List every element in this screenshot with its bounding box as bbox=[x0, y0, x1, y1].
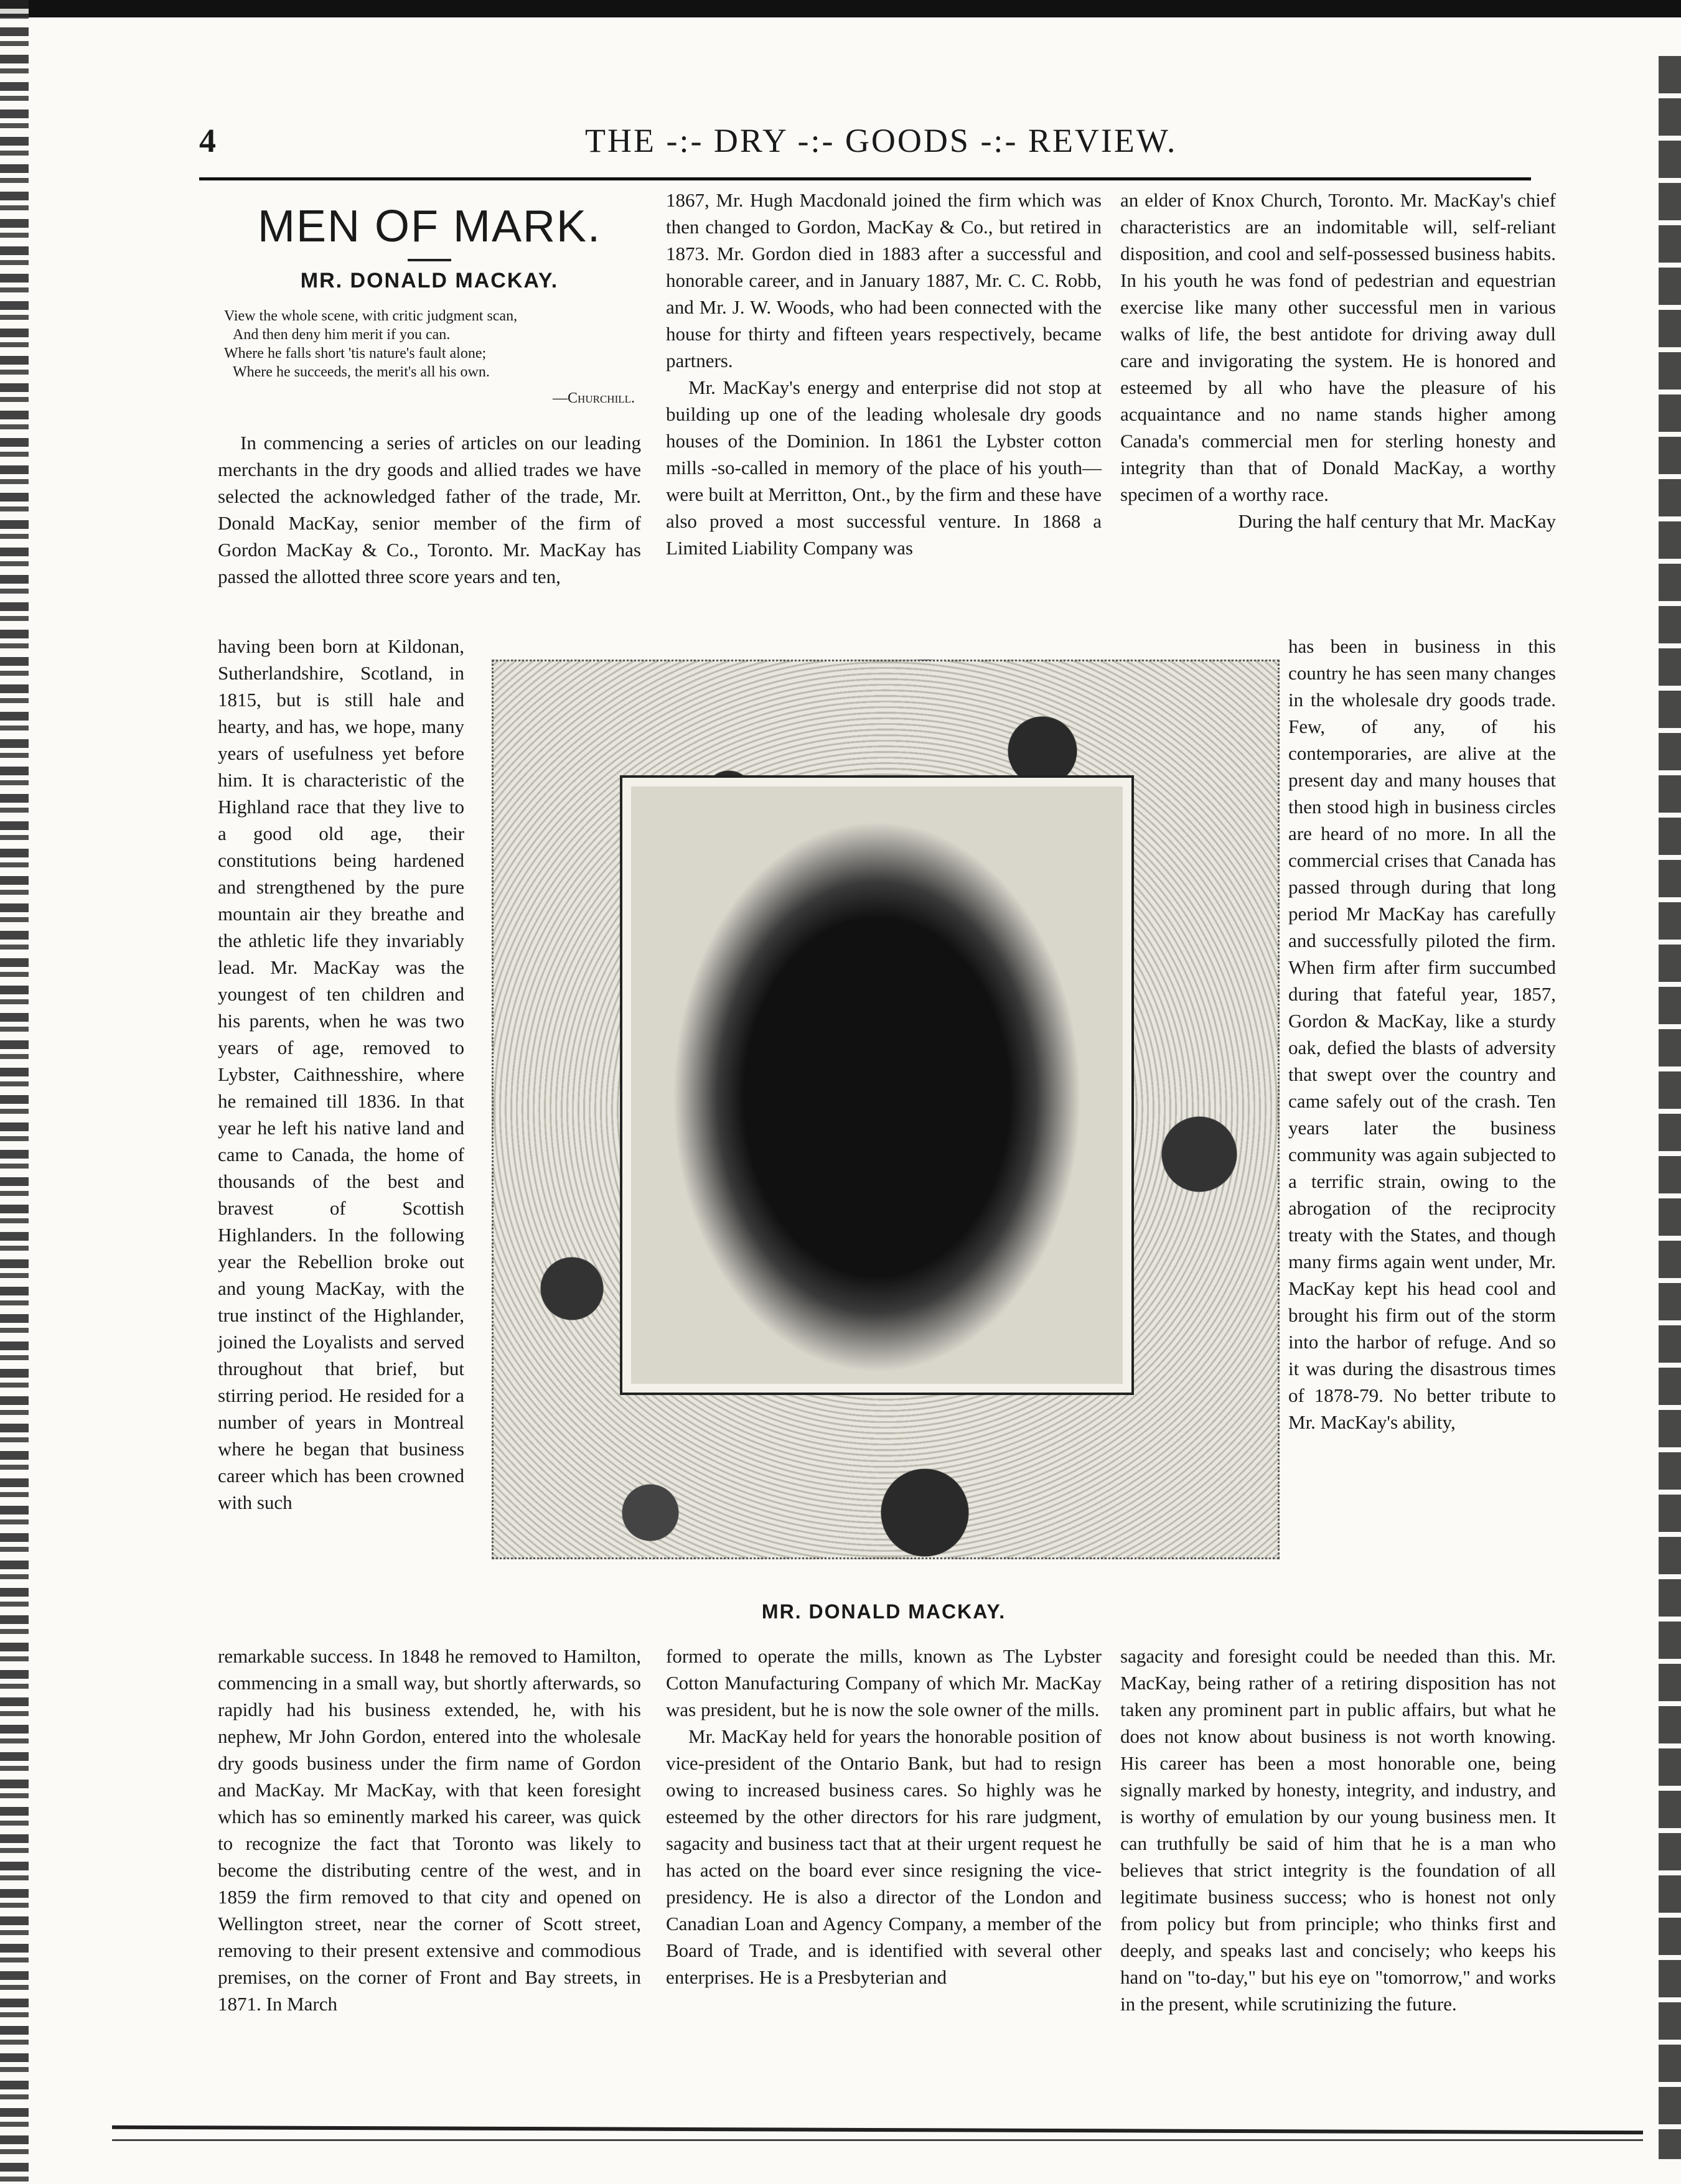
column-1-top bbox=[218, 187, 641, 590]
page-header bbox=[199, 121, 1531, 165]
article-paragraph: has been in business in this country he has seen many changes in the wholesale dry goods trade. Few, of any, of his contemporaries, are alive at the present day and many houses that then stood high in business circles are heard of no more. In all the commercial crises that Canada has passed through during that long period Mr MacKay has carefully and successfully piloted the firm. When firm after firm succumbed during that fateful year, 1857, Gordon & MacKay, like a sturdy oak, defied the blasts of adversity that swept over the country and came safely out of the crash. Ten years later the business community was again subjected to a terrific strain, owing to the abrogation of the reciprocity treaty with the States, and though many firms again went under, Mr. MacKay kept his head cool and brought his firm out of the storm into the harbor of refuge. And so it was during the disastrous times of 1878-79. No better tribute to Mr. MacKay's ability, bbox=[1288, 635, 1556, 1433]
portrait-image bbox=[622, 778, 1131, 1393]
page-bottom-rule bbox=[112, 2126, 1643, 2135]
publication-title: THE -:- DRY -:- GOODS -:- REVIEW. bbox=[585, 122, 1178, 159]
column-3-top bbox=[1120, 187, 1556, 534]
page-bottom-rule-thin bbox=[112, 2139, 1643, 2141]
article-subhead: MR. DONALD MACKAY. bbox=[300, 269, 559, 292]
page-number: 4 bbox=[199, 122, 216, 159]
column-3-bottom bbox=[1120, 1643, 1556, 2017]
poem-line: View the whole scene, with critic judgment scan, bbox=[224, 308, 518, 324]
article-paragraph: having been born at Kildonan, Sutherlandshire, Scotland, in 1815, but is still hale and hearty, and has, we hope, many years of usefulness yet before him. It is characteristic of the Highland race that they live to a good old age, their constitutions being hardened and strengthened by the pure mountain air they breathe and the athletic life they invariably lead. Mr. MacKay was the youngest of ten children and his parents, when he was two years of age, removed to Lybster, Caithnesshire, where he remained till 1836. In that year he left his native land and came to Canada, the home of thousands of the best and bravest of Scottish Highlanders. In the following year the Rebellion broke out and young MacKay, with the true instinct of the Highlander, joined the Loyalists and served throughout that brief, but stirring period. He resided for a number of years in Montreal where he began that business career which has been crowned with such bbox=[218, 635, 464, 1513]
epigraph-poem bbox=[224, 307, 641, 381]
article-paragraph: 1867, Mr. Hugh Macdonald joined the firm which was then changed to Gordon, MacKay & Co., but retired in 1873. Mr. Gordon died in 1883 after a successful and honorable career, and in January 1887, Mr. C. C. Robb, and Mr. J. W. Woods, who had been connected with the house for thirty and fifteen years respectively, became partners. bbox=[666, 189, 1102, 371]
column-1-wrap bbox=[218, 633, 464, 1516]
article-headline: MEN OF MARK. bbox=[257, 202, 601, 251]
column-1-bottom bbox=[218, 1643, 641, 2017]
article-paragraph: Mr. MacKay held for years the honorable position of vice-president of the Ontario Bank, but had to resign owing to increased business cares. So highly was he esteemed by the other directors for his rare judgment, sagacity and business tact that at their urgent request he has acted on the board ever since resigning the vice-presidency. He is also a director of the London and Canadian Loan and Agency Company, a member of the Board of Trade, and is identified with several other enterprises. He is a Presbyterian and bbox=[666, 1725, 1102, 1988]
article-paragraph: During the half century that Mr. MacKay bbox=[1238, 510, 1556, 532]
article-paragraph: remarkable success. In 1848 he removed to Hamilton, commencing in a small way, but shortly afterwards, so rapidly had his business extended, he, with his nephew, Mr John Gordon, entered into the wholesale dry goods business under the firm name of Gordon and MacKay. Mr MacKay, with that keen foresight which has so eminently marked his career, was quick to recognize the fact that Toronto was likely to become the distributing centre of the west, and in 1859 the firm removed to that city and opened on Wellington street, near the corner of Scott street, removing to their present extensive and commodious premises, on the corner of Front and Bay streets, in 1871. In March bbox=[218, 1645, 641, 2015]
poem-line: And then deny him merit if you can. bbox=[233, 327, 451, 343]
scan-right-edge bbox=[1659, 56, 1681, 2159]
poem-line: Where he falls short 'tis nature's fault alone; bbox=[224, 345, 487, 362]
article-paragraph: sagacity and foresight could be needed than this. Mr. MacKay, being rather of a retiring disposition has not taken any prominent part in public affairs, but what he does not know about business is not worth knowing. His career has been a most honorable one, being signally marked by honesty, integrity, and industry, and is worthy of emulation by our young business men. It can truthfully be said of him that he is a man who believes that strict integrity is the foundation of all legitimate business success; who is honest not only from policy but from principle; who thinks first and deeply, and speaks last and concisely; who keeps his hand on "to-day," but his eye on "tomorrow," and works in the present, while scrutinizing the future. bbox=[1120, 1645, 1556, 2015]
column-2-top bbox=[666, 187, 1102, 561]
portrait-caption: MR. DONALD MACKAY. bbox=[761, 1600, 1006, 1623]
article-paragraph: formed to operate the mills, known as The Lybster Cotton Manufacturing Company of which Mr. MacKay was president, but he is now the sole owner of the mills. bbox=[666, 1645, 1102, 1720]
scan-top-border bbox=[0, 0, 1681, 17]
column-3-wrap bbox=[1288, 633, 1556, 1435]
poem-attribution: —Churchill. bbox=[553, 390, 635, 406]
poem-line: Where he succeeds, the merit's all his own. bbox=[233, 364, 490, 380]
headline-divider bbox=[408, 259, 451, 261]
article-paragraph: Mr. MacKay's energy and enterprise did not stop at building up one of the leading wholesale dry goods houses of the Dominion. In 1861 the Lybster cotton mills -so-called in memory of the place of his youth—were built at Merritton, Ont., by the firm and these have also proved a most successful venture. In 1868 a Limited Liability Company was bbox=[666, 376, 1102, 559]
scan-binding-edge bbox=[0, 0, 29, 2184]
article-paragraph: an elder of Knox Church, Toronto. Mr. MacKay's chief characteristics are an indomitable will, self-reliant disposition, and cool and self-possessed business habits. In his youth he was fond of pedestrian and equestrian exercise like many other successful men in various walks of life, the best antidote for driving away dull care and invigorating the system. He is honored and esteemed by all who have the pleasure of his acquaintance and no name stands higher among Canada's commercial men for sterling honesty and integrity than that of Donald MacKay, a worthy specimen of a worthy race. bbox=[1120, 189, 1556, 505]
header-rule bbox=[199, 177, 1531, 180]
column-2-bottom bbox=[666, 1643, 1102, 1990]
article-paragraph: In commencing a series of articles on our leading merchants in the dry goods and allied trades we have selected the acknowledged father of the trade, Mr. Donald MacKay, senior member of the firm of Gordon MacKay & Co., Toronto. Mr. MacKay has passed the allotted three score years and ten, bbox=[218, 432, 641, 587]
